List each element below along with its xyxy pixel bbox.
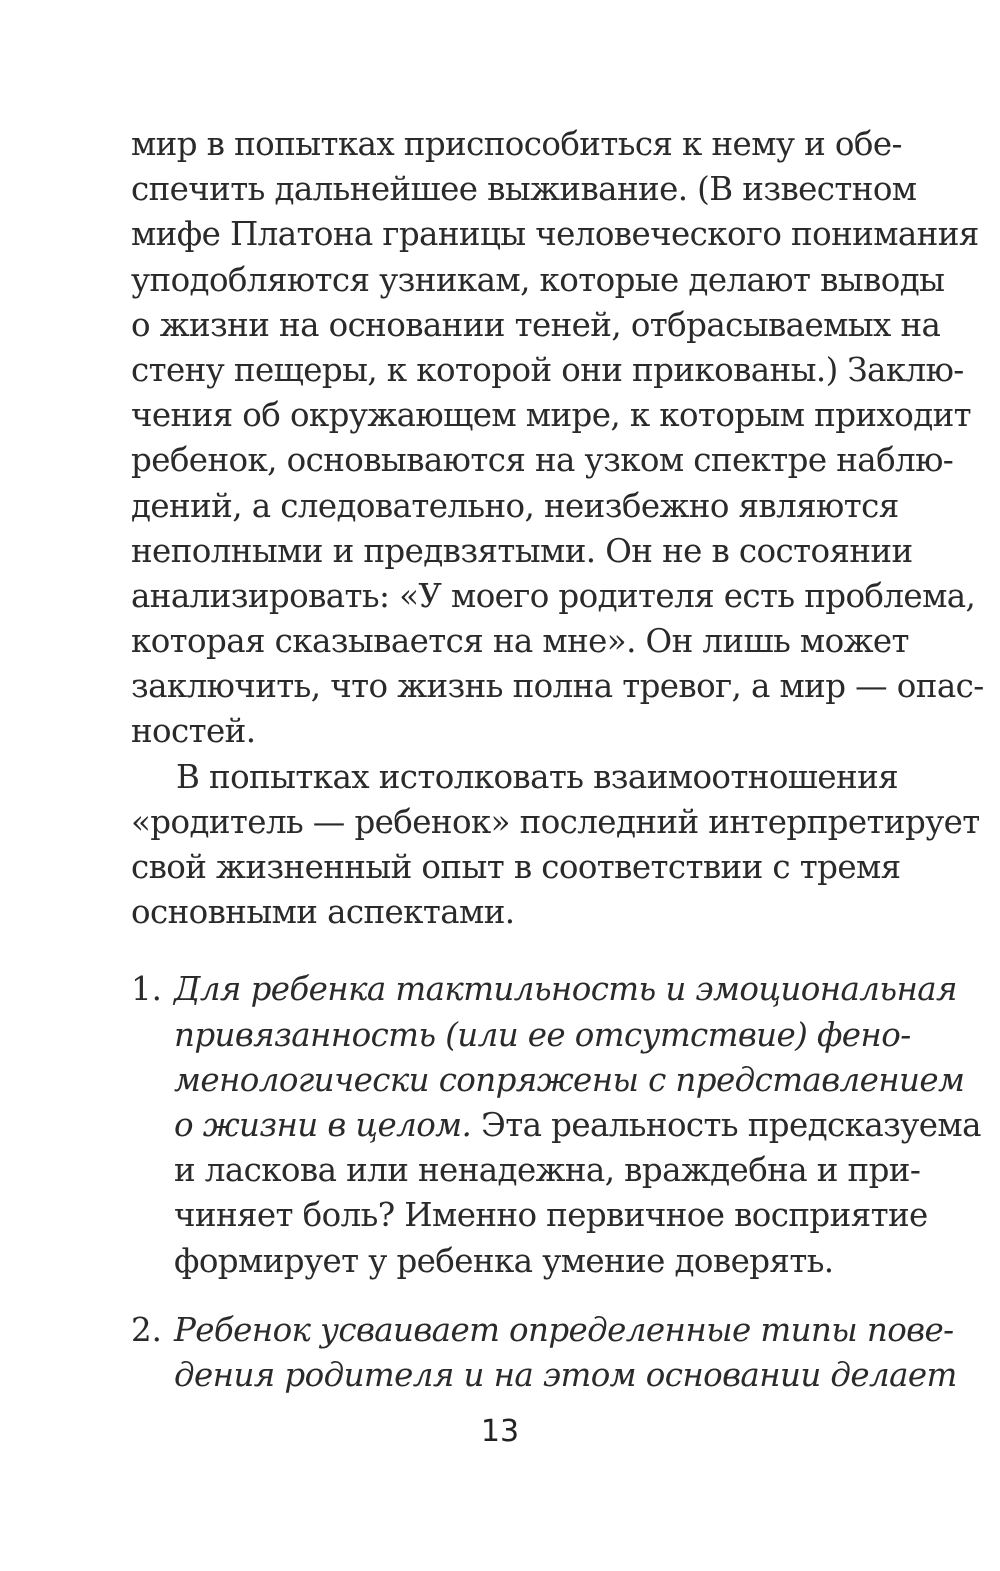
text-line: чения об окружающем мире, к которым приходит — [131, 396, 972, 435]
page-number: 13 — [480, 1414, 520, 1449]
text-line: уподобляются узникам, которые делают выводы — [131, 260, 945, 299]
text-line: Ребенок усваивает определенные типы пове- — [174, 1310, 954, 1349]
text-line: о жизни на основании теней, отбрасываемых на — [131, 305, 941, 344]
list-number: 2. — [131, 1310, 163, 1349]
text-line: неполными и предвзятыми. Он не в состоянии — [131, 531, 913, 570]
text-line: анализировать: «У моего родителя есть проблема, — [131, 576, 976, 615]
book-page-text — [131, 122, 984, 1398]
text-line: чиняет боль? Именно первичное восприятие — [174, 1196, 928, 1235]
text-line: заключить, что жизнь полна тревог, а мир — опас- — [131, 667, 984, 706]
text-line: стену пещеры, к которой они прикованы.) Заклю- — [131, 350, 964, 389]
text-line: менологически сопряжены с представлением — [174, 1060, 965, 1099]
text-line: ребенок, основываются на узком спектре наблю- — [131, 441, 954, 480]
text-line: «родитель — ребенок» последний интерпретирует — [131, 802, 980, 841]
paragraph-2 — [131, 755, 980, 936]
text-line: В попытках истолковать взаимоотношения — [176, 757, 899, 796]
text-line: которая сказывается на мне». Он лишь может — [131, 622, 909, 661]
paragraph-1 — [131, 122, 984, 755]
list-item-1 — [131, 967, 981, 1283]
list-item-2 — [131, 1308, 957, 1398]
text-line: свой жизненный опыт в соответствии с тремя — [131, 848, 901, 886]
text-line: дений, а следовательно, неизбежно являются — [131, 486, 899, 525]
text-line: ностей. — [131, 712, 256, 751]
text-line: спечить дальнейшее выживание. (В известном — [131, 170, 917, 209]
list-number: 1. — [131, 970, 163, 1009]
text-line: мир в попытках приспособиться к нему и обе- — [131, 125, 902, 163]
text-line: и ласкова или ненадежна, враждебна и при- — [174, 1151, 921, 1190]
text-line: Для ребенка тактильность и эмоциональная — [174, 970, 957, 1009]
text-line: дения родителя и на этом основании делает — [174, 1355, 957, 1394]
text-line: формирует у ребенка умение доверять. — [174, 1241, 834, 1280]
text-line: о жизни в целом. Эта реальность предсказуема — [174, 1105, 981, 1144]
text-line: мифе Платона границы человеческого понимания — [131, 215, 979, 254]
text-line: привязанность (или ее отсутствие) фено- — [174, 1015, 911, 1054]
text-line: основными аспектами. — [131, 893, 515, 932]
